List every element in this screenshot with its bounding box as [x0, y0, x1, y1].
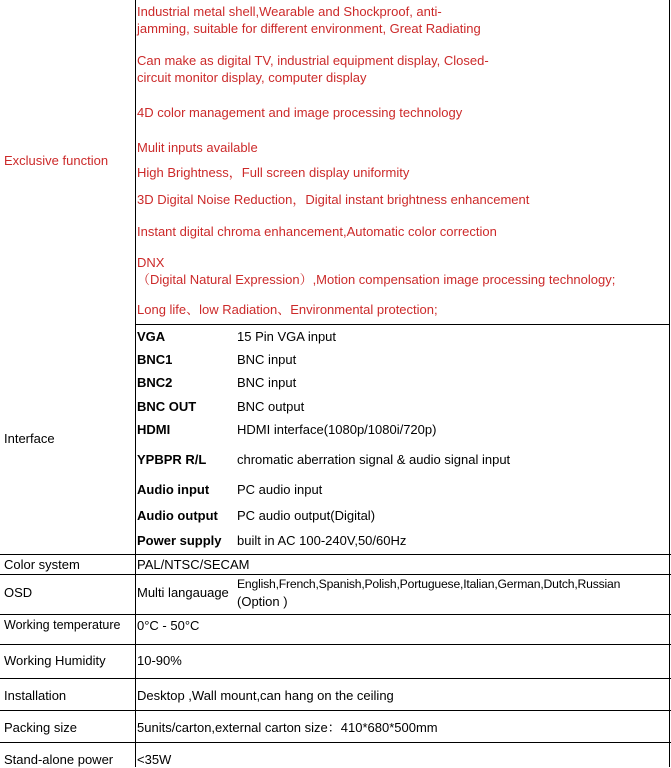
color-system-value: PAL/NTSC/SECAM: [137, 557, 250, 572]
exclusive-line: Can make as digital TV, industrial equipment display, Closed-: [137, 53, 489, 68]
interface-value: BNC input: [237, 352, 297, 367]
interface-name: BNC OUT: [137, 399, 197, 414]
row-divider: [0, 554, 671, 555]
interface-name: BNC2: [137, 375, 173, 390]
interface-label: Interface: [4, 431, 55, 446]
row-divider: [0, 644, 671, 645]
interface-name: Power supply: [137, 533, 222, 548]
standalone-power-value: <35W: [137, 752, 172, 767]
row-divider: [0, 742, 671, 743]
osd-value: (Option ): [237, 594, 288, 609]
exclusive-line: jamming, suitable for different environment, Great Radiating: [137, 21, 481, 36]
working-humidity-label: Working Humidity: [4, 653, 106, 668]
interface-name: HDMI: [137, 422, 171, 437]
row-divider: [0, 574, 671, 575]
exclusive-line: 3D Digital Noise Reduction，Digital instant brightness enhancement: [137, 192, 530, 207]
row-divider: [0, 614, 671, 615]
exclusive-line: Industrial metal shell,Wearable and Shockproof, anti-: [137, 4, 442, 19]
osd-name: Multi langauage: [137, 585, 229, 600]
standalone-power-label: Stand-alone power: [4, 752, 114, 767]
interface-name: YPBPR R/L: [137, 452, 207, 467]
working-humidity-value: 10-90%: [137, 653, 182, 668]
exclusive-line: Long life、low Radiation、Environmental protection;: [137, 302, 438, 317]
interface-value: BNC output: [237, 399, 305, 414]
color-system-label: Color system: [4, 557, 80, 572]
column-divider-left: [135, 0, 136, 767]
installation-label: Installation: [4, 688, 67, 703]
row-divider: [0, 678, 671, 679]
exclusive-function-label: Exclusive function: [4, 153, 109, 168]
exclusive-line: DNX: [137, 255, 165, 270]
interface-name: BNC1: [137, 352, 173, 367]
exclusive-line: （Digital Natural Expression）,Motion compensation image processing technology;: [137, 272, 616, 287]
interface-name: Audio input: [137, 482, 210, 497]
exclusive-line: 4D color management and image processing technology: [137, 105, 463, 120]
installation-value: Desktop ,Wall mount,can hang on the ceiling: [137, 688, 394, 703]
interface-value: built in AC 100-240V,50/60Hz: [237, 533, 407, 548]
osd-value: English,French,Spanish,Polish,Portuguese,Italian,German,Dutch,Russian: [237, 577, 621, 591]
column-divider-right: [669, 0, 670, 767]
working-temperature-label: Working temperature: [4, 618, 121, 632]
interface-value: chromatic aberration signal & audio signal input: [237, 452, 511, 467]
interface-value: PC audio output(Digital): [237, 508, 376, 523]
osd-label: OSD: [4, 585, 33, 600]
exclusive-line: Instant digital chroma enhancement,Automatic color correction: [137, 224, 497, 239]
row-divider: [0, 710, 671, 711]
interface-value: PC audio input: [237, 482, 323, 497]
interface-name: VGA: [137, 329, 166, 344]
row-divider: [135, 324, 669, 325]
interface-name: Audio output: [137, 508, 218, 523]
packing-size-value: 5units/carton,external carton size：410*680*500mm: [137, 720, 438, 735]
working-temperature-value: 0°C - 50°C: [137, 618, 200, 633]
packing-size-label: Packing size: [4, 720, 77, 735]
interface-value: 15 Pin VGA input: [237, 329, 337, 344]
interface-value: BNC input: [237, 375, 297, 390]
exclusive-line: circuit monitor display, computer display: [137, 70, 367, 85]
exclusive-line: Mulit inputs available: [137, 140, 258, 155]
interface-value: HDMI interface(1080p/1080i/720p): [237, 422, 437, 437]
exclusive-line: High Brightness，Full screen display uniformity: [137, 165, 410, 180]
